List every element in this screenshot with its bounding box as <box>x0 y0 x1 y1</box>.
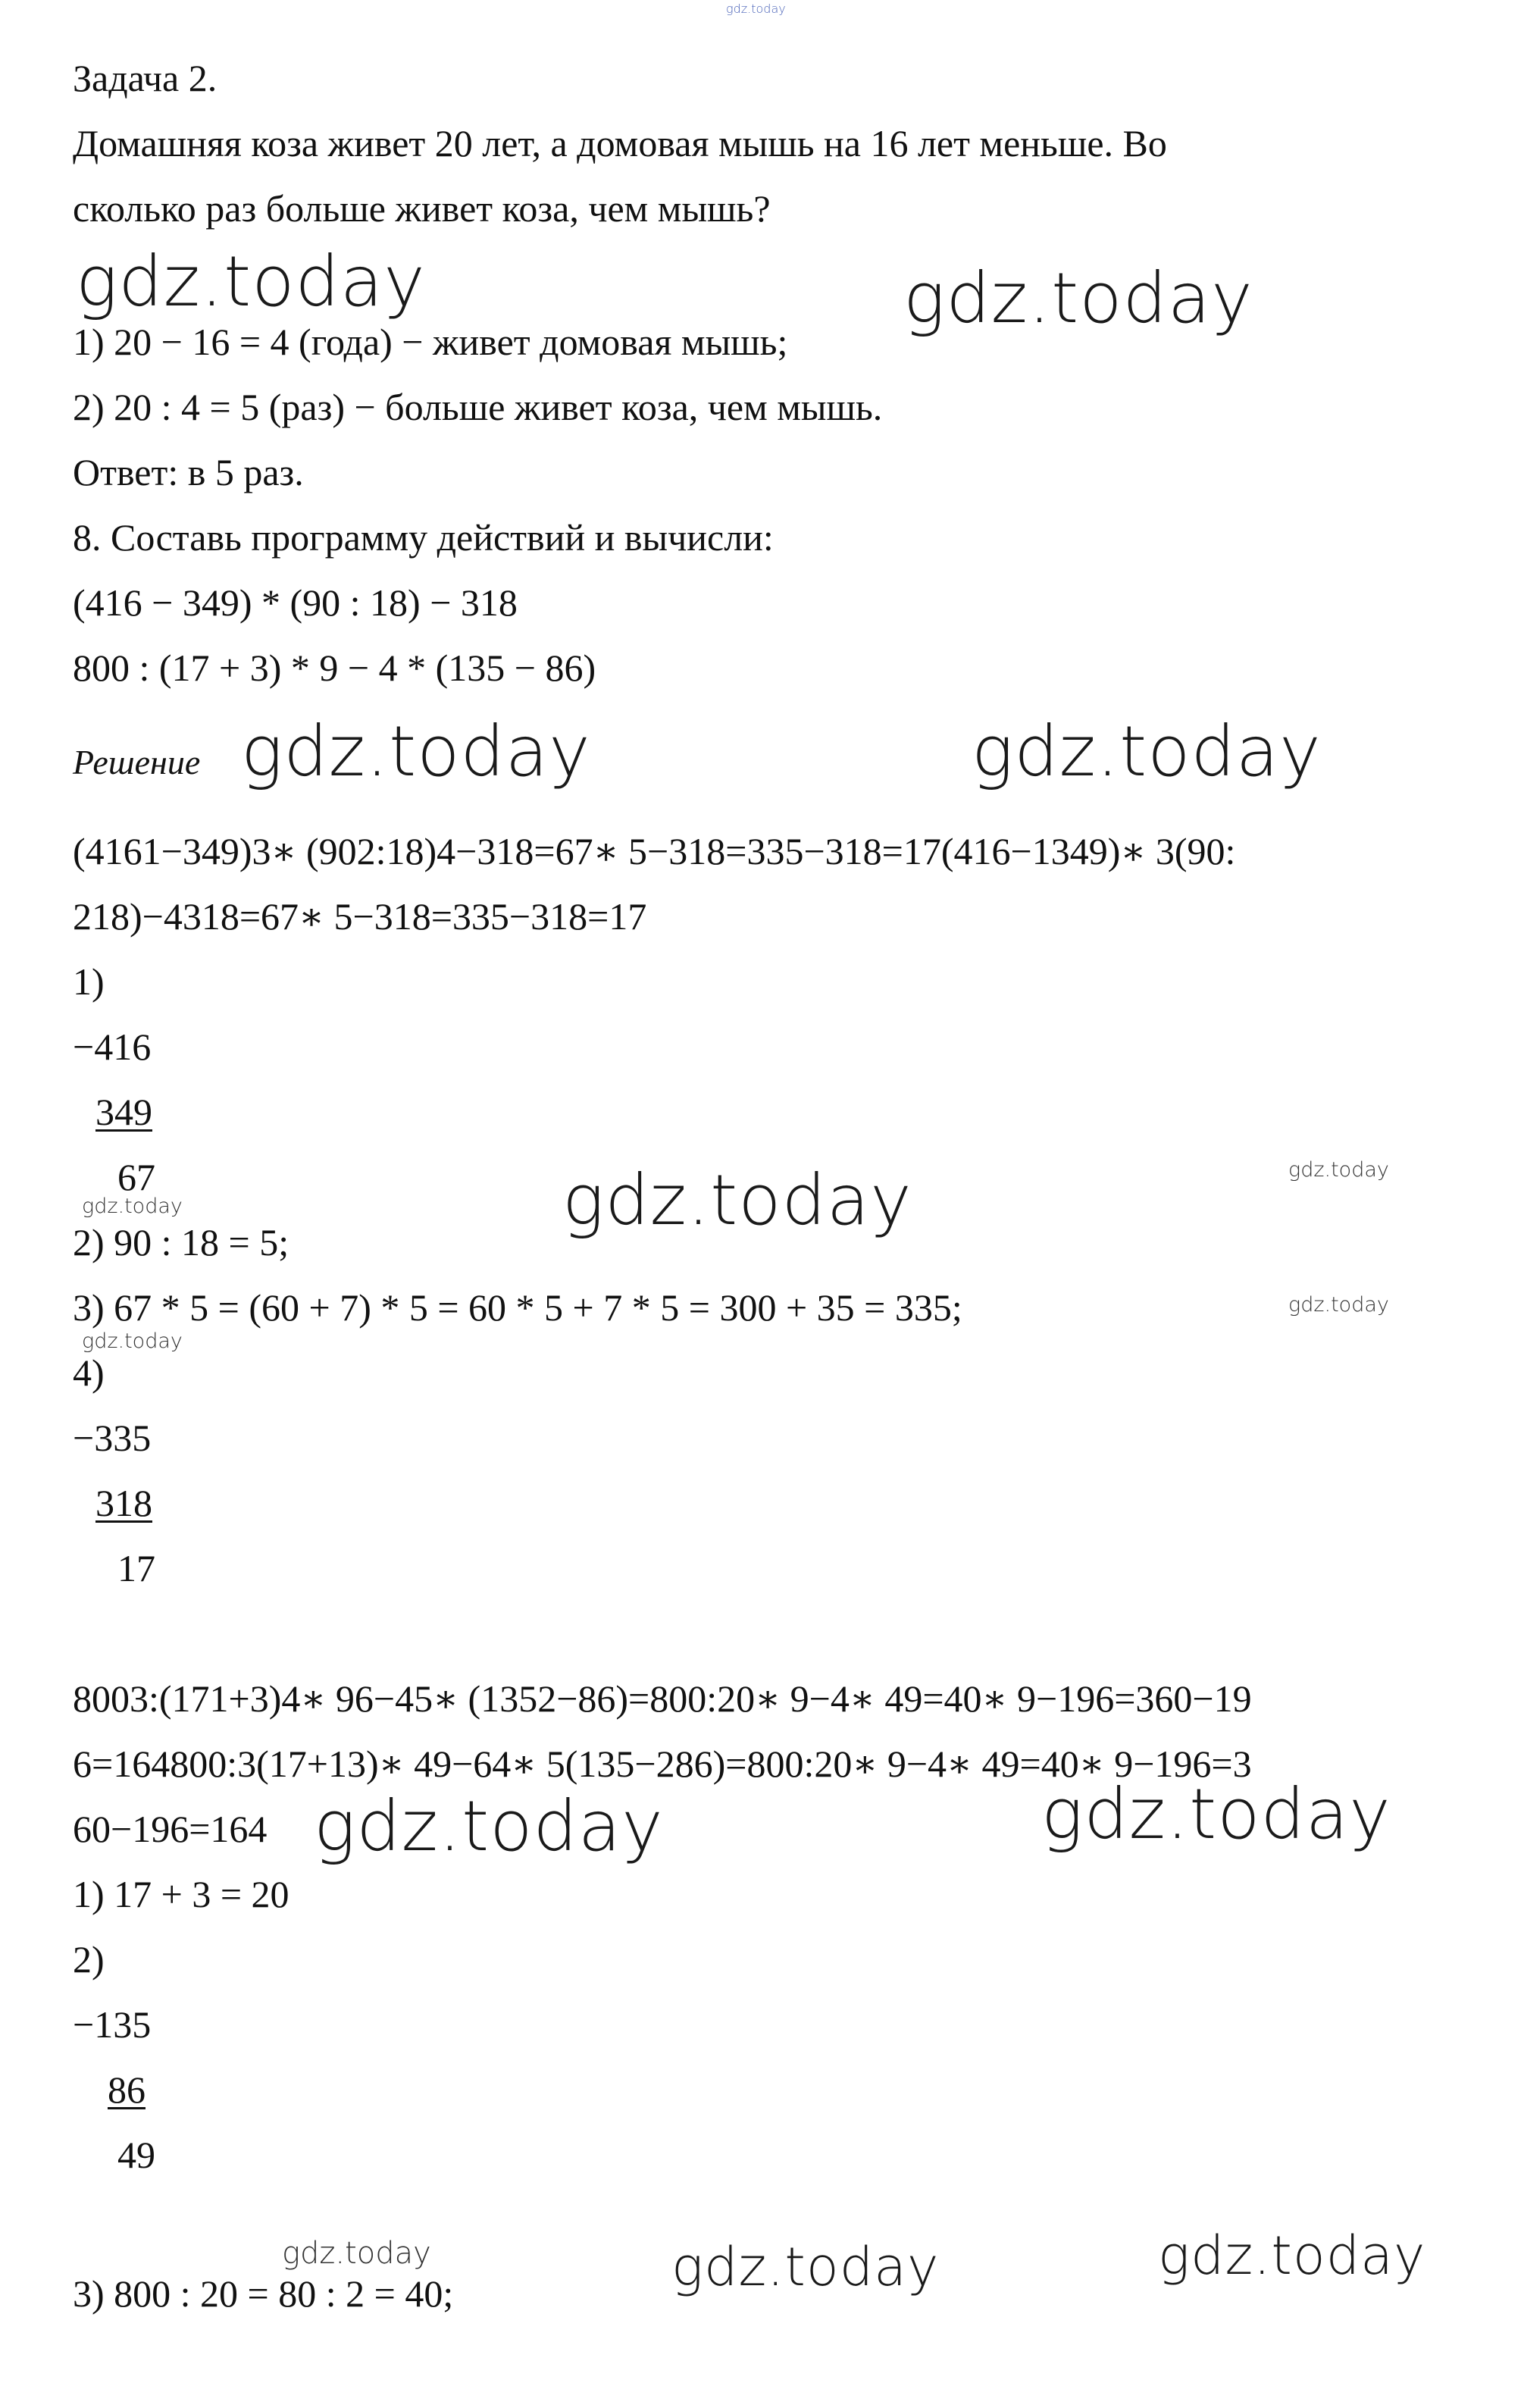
sub-step2-minuend: −135 <box>73 2003 152 2046</box>
solution-label: Решение <box>73 743 201 781</box>
watermark: gdz.today <box>241 711 591 792</box>
watermark: gdz.today <box>314 1786 664 1867</box>
watermark: gdz.today <box>1158 2225 1426 2287</box>
step4-label: 4) <box>73 1351 105 1394</box>
watermark: gdz.today <box>82 1329 183 1353</box>
expression-2: 800 : (17 + 3) * 9 − 4 * (135 − 86) <box>73 647 596 689</box>
solution2-line1: 8003:(171+3)4∗ 96−45∗ (1352−86)=800:20∗ 9−4∗ 49=40∗ 9−196=360−19 <box>73 1677 1252 1720</box>
watermark: gdz.today <box>903 258 1253 339</box>
solution2-line3: 60−196=164 <box>73 1808 268 1850</box>
task-step2: 2) 20 : 4 = 5 (раз) − больше живет коза, чем мышь. <box>73 386 883 428</box>
watermark: gdz.today <box>1288 1293 1389 1317</box>
task-text-line1: Домашняя коза живет 20 лет, а домовая мышь на 16 лет меньше. Во <box>73 122 1167 164</box>
watermark: gdz.today <box>972 711 1322 792</box>
task-step1: 1) 20 − 16 = 4 (года) − живет домовая мышь; <box>73 321 788 363</box>
step4-minuend: −335 <box>73 1417 152 1459</box>
watermark: gdz.today <box>282 2236 431 2271</box>
task-text-line2: сколько раз больше живет коза, чем мышь? <box>73 187 771 230</box>
step1-result: 67 <box>117 1156 155 1198</box>
watermark: gdz.today <box>76 241 426 322</box>
sub-step2-result: 49 <box>117 2134 155 2176</box>
watermark: gdz.today <box>671 2236 940 2298</box>
watermark: gdz.today <box>1041 1774 1391 1855</box>
step2: 2) 90 : 18 = 5; <box>73 1221 289 1263</box>
task-title: Задача 2. <box>73 57 217 99</box>
watermark: gdz.today <box>1288 1158 1389 1182</box>
step4-subtrahend: 318 <box>95 1482 152 1524</box>
solution1-line1: (4161−349)3∗ (902:18)4−318=67∗ 5−318=335−318=17(416−1349)∗ 3(90: <box>73 830 1236 872</box>
expression-1: (416 − 349) * (90 : 18) − 318 <box>73 581 518 624</box>
step1-minuend: −416 <box>73 1026 152 1068</box>
step1-subtrahend: 349 <box>95 1091 152 1133</box>
step3: 3) 67 * 5 = (60 + 7) * 5 = 60 * 5 + 7 * 5 = 300 + 35 = 335; <box>73 1286 962 1329</box>
step4-result: 17 <box>117 1547 155 1589</box>
solution1-line2: 218)−4318=67∗ 5−318=335−318=17 <box>73 895 647 938</box>
watermark-top: gdz.today <box>726 2 786 16</box>
sub-step2-subtrahend: 86 <box>108 2068 146 2111</box>
sub-step1: 1) 17 + 3 = 20 <box>73 1873 289 1915</box>
task-answer: Ответ: в 5 раз. <box>73 451 304 493</box>
exercise-heading: 8. Составь программу действий и вычисли: <box>73 516 774 559</box>
sub-step3: 3) 800 : 20 = 80 : 2 = 40; <box>73 2272 454 2315</box>
watermark: gdz.today <box>562 1160 912 1241</box>
watermark: gdz.today <box>82 1195 183 1218</box>
step1-label: 1) <box>73 960 105 1003</box>
solution2-line2: 6=164800:3(17+13)∗ 49−64∗ 5(135−286)=800:20∗ 9−4∗ 49=40∗ 9−196=3 <box>73 1743 1252 1785</box>
sub-step2-label: 2) <box>73 1938 105 1981</box>
